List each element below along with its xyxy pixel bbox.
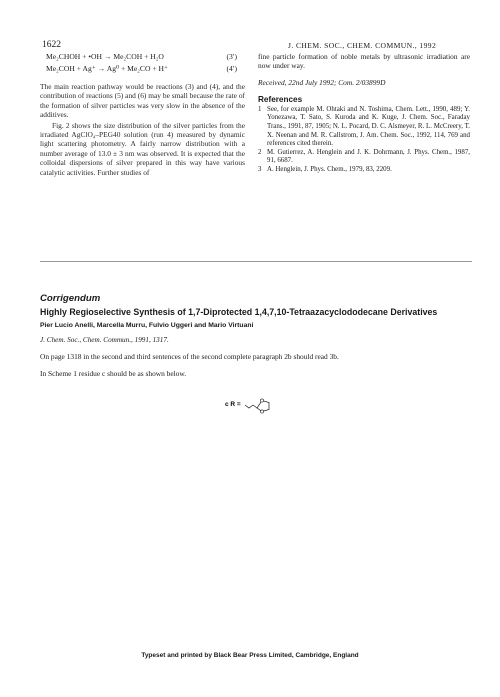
reference-number: 1	[258, 105, 262, 113]
reference-text: See, for example M. Ohtaki and N. Toshima, Chem. Lett., 1990, 489; Y. Yonezawa, T. Sato, S. Kuroda and K. Kuge, J. Chem. Soc., Faraday Trans., 1991, 87, 1905; N. L. Pocard, D. C. Alsmeyer, R. L. McCreery, T. X. Neenan and M. R. Callstrom, J. Am. Chem. Soc., 1992, 114, 769 and references cited therein.	[267, 105, 470, 148]
references-heading: References	[258, 94, 303, 104]
received-date: Received, 22nd July 1992; Com. 2/03899D	[258, 77, 386, 87]
dioxolane-structure	[225, 392, 285, 416]
equation-text: Me₂CHOH + •OH → Me₂COH + H₂O	[46, 52, 164, 61]
page-number: 1622	[42, 40, 61, 50]
section-divider	[40, 261, 472, 262]
corrigendum-text: On page 1318 in the second and third sentences of the second complete paragraph 2b should read 3b.	[40, 352, 339, 361]
body-paragraph: fine particle formation of noble metals by ultrasonic irradiation are now under way.	[258, 52, 470, 71]
right-column	[258, 52, 470, 175]
body-paragraph: Fig. 2 shows the size distribution of the silver particles from the irradiated AgClO₄–PEG40 solution (run 4) measured by dynamic light scattering photometry. A fairly narrow distribution with a number average of 13.0 ± 3 nm was observed. It is expected that the colloidal dispersions of silver prepared in this way have various catalytic activities. Further studies of	[40, 120, 245, 177]
reference-item	[258, 149, 470, 166]
reference-text: M. Gutierrez, A. Henglein and J. K. Dohrmann, J. Phys. Chem., 1987, 91, 6687.	[267, 148, 470, 165]
printer-footer: Typeset and printed by Black Bear Press Limited, Cambridge, England	[141, 652, 359, 659]
corrigendum-heading: Corrigendum	[40, 293, 101, 304]
alkyl-chain	[245, 405, 257, 408]
equation-3prime	[46, 52, 245, 64]
corrigendum-title: Highly Regioselective Synthesis of 1,7-Diprotected 1,4,7,10-Tetraazacyclododecane Derivatives	[40, 307, 438, 317]
left-column	[40, 52, 245, 177]
equation-number: (4′)	[226, 64, 237, 73]
reference-number: 2	[258, 148, 262, 156]
corrigendum-authors: Pier Lucio Anelli, Marcella Murru, Fulvio Uggeri and Mario Virtuani	[40, 322, 254, 329]
scheme-label: c R =	[225, 401, 241, 408]
reference-item	[258, 166, 470, 175]
journal-running-head: J. CHEM. SOC., CHEM. COMMUN., 1992	[288, 41, 437, 50]
equation-4prime	[46, 64, 245, 76]
body-paragraph: The main reaction pathway would be reactions (3) and (4), and the contribution of reactions (5) and (6) may be small because the rate of the formation of silver particles was very slow in the absence of the additives.	[40, 82, 245, 120]
reference-item	[258, 106, 470, 149]
corrigendum-citation: J. Chem. Soc., Chem. Commun., 1991, 1317.	[40, 336, 169, 344]
equation-number: (3′)	[226, 52, 237, 61]
equation-text: Me₂COH + Ag⁺ → Ag⁰ + Me₂CO + H⁺	[46, 64, 169, 73]
reference-text: A. Henglein, J. Phys. Chem., 1979, 83, 2209.	[267, 165, 392, 173]
oxygen-atom	[260, 399, 263, 402]
corrigendum-text: In Scheme 1 residue c should be as shown below.	[40, 369, 187, 378]
reference-number: 3	[258, 165, 262, 173]
oxygen-atom	[260, 410, 263, 413]
dioxolane-ring	[257, 401, 269, 412]
